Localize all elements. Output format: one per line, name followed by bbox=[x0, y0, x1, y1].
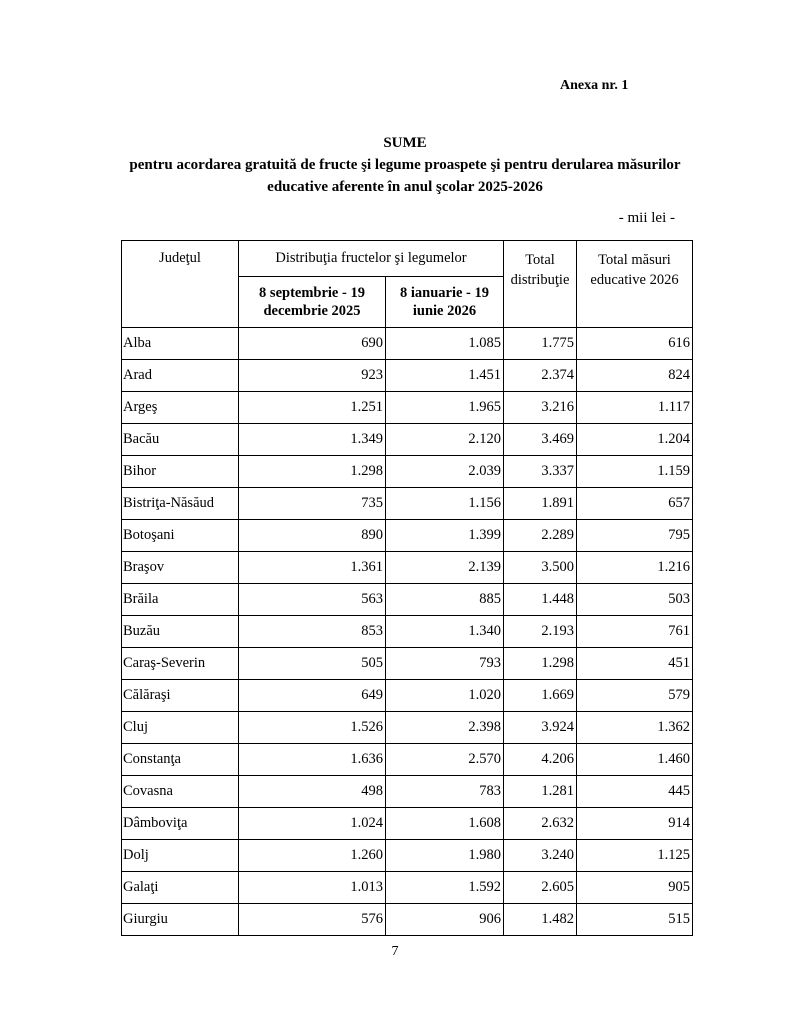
period1-cell: 505 bbox=[239, 648, 386, 680]
total-educational-cell: 1.362 bbox=[577, 712, 693, 744]
period1-cell: 1.298 bbox=[239, 456, 386, 488]
county-cell: Cluj bbox=[122, 712, 239, 744]
table-row bbox=[122, 648, 693, 680]
table-row bbox=[122, 616, 693, 648]
period2-cell: 1.592 bbox=[386, 872, 504, 904]
period1-cell: 853 bbox=[239, 616, 386, 648]
page-number: 7 bbox=[391, 944, 399, 959]
total-distribution-cell: 4.206 bbox=[504, 744, 577, 776]
total-educational-cell: 1.117 bbox=[577, 392, 693, 424]
county-cell: Dolj bbox=[122, 840, 239, 872]
period2-cell: 2.039 bbox=[386, 456, 504, 488]
county-cell: Bacău bbox=[122, 424, 239, 456]
total-distribution-cell: 3.216 bbox=[504, 392, 577, 424]
total-distribution-cell: 2.605 bbox=[504, 872, 577, 904]
total-distribution-cell: 3.500 bbox=[504, 552, 577, 584]
period1-cell: 1.013 bbox=[239, 872, 386, 904]
table-row bbox=[122, 744, 693, 776]
period2-cell: 793 bbox=[386, 648, 504, 680]
total-educational-cell: 503 bbox=[577, 584, 693, 616]
total-educational-cell: 761 bbox=[577, 616, 693, 648]
total-distribution-cell: 2.374 bbox=[504, 360, 577, 392]
header-distribution: Distribuţia fructelor şi legumelor bbox=[239, 241, 504, 277]
total-distribution-cell: 1.775 bbox=[504, 328, 577, 360]
period2-cell: 1.020 bbox=[386, 680, 504, 712]
period2-cell: 1.085 bbox=[386, 328, 504, 360]
period2-cell: 1.156 bbox=[386, 488, 504, 520]
period2-cell: 1.451 bbox=[386, 360, 504, 392]
table-row bbox=[122, 360, 693, 392]
period1-cell: 563 bbox=[239, 584, 386, 616]
header-total-distribution: Total distribuţie bbox=[504, 241, 577, 328]
title-line-1: SUME bbox=[383, 135, 427, 151]
unit-label: - mii lei - bbox=[618, 210, 675, 226]
total-educational-cell: 657 bbox=[577, 488, 693, 520]
period1-cell: 1.526 bbox=[239, 712, 386, 744]
period1-cell: 649 bbox=[239, 680, 386, 712]
total-distribution-cell: 1.891 bbox=[504, 488, 577, 520]
total-educational-cell: 905 bbox=[577, 872, 693, 904]
period2-cell: 1.980 bbox=[386, 840, 504, 872]
total-educational-cell: 579 bbox=[577, 680, 693, 712]
total-distribution-cell: 1.669 bbox=[504, 680, 577, 712]
header-period-2: 8 ianuarie - 19 iunie 2026 bbox=[386, 277, 504, 328]
total-distribution-cell: 2.632 bbox=[504, 808, 577, 840]
total-distribution-cell: 3.337 bbox=[504, 456, 577, 488]
document-title bbox=[100, 132, 710, 198]
total-educational-cell: 616 bbox=[577, 328, 693, 360]
period1-cell: 690 bbox=[239, 328, 386, 360]
county-cell: Brăila bbox=[122, 584, 239, 616]
period2-cell: 2.398 bbox=[386, 712, 504, 744]
county-cell: Giurgiu bbox=[122, 904, 239, 936]
period1-cell: 1.349 bbox=[239, 424, 386, 456]
period2-cell: 783 bbox=[386, 776, 504, 808]
period1-cell: 1.251 bbox=[239, 392, 386, 424]
county-cell: Buzău bbox=[122, 616, 239, 648]
county-cell: Arad bbox=[122, 360, 239, 392]
county-cell: Argeş bbox=[122, 392, 239, 424]
total-distribution-cell: 1.482 bbox=[504, 904, 577, 936]
period2-cell: 885 bbox=[386, 584, 504, 616]
period1-cell: 1.260 bbox=[239, 840, 386, 872]
total-educational-cell: 515 bbox=[577, 904, 693, 936]
table-row bbox=[122, 488, 693, 520]
county-cell: Galaţi bbox=[122, 872, 239, 904]
total-educational-cell: 1.460 bbox=[577, 744, 693, 776]
table-row bbox=[122, 808, 693, 840]
total-distribution-cell: 2.289 bbox=[504, 520, 577, 552]
period2-cell: 1.399 bbox=[386, 520, 504, 552]
period1-cell: 735 bbox=[239, 488, 386, 520]
county-cell: Constanţa bbox=[122, 744, 239, 776]
table-row bbox=[122, 680, 693, 712]
county-cell: Braşov bbox=[122, 552, 239, 584]
annex-label: Anexa nr. 1 bbox=[560, 78, 629, 93]
table-body bbox=[122, 328, 693, 936]
county-cell: Bihor bbox=[122, 456, 239, 488]
total-educational-cell: 1.159 bbox=[577, 456, 693, 488]
period1-cell: 576 bbox=[239, 904, 386, 936]
total-educational-cell: 445 bbox=[577, 776, 693, 808]
period2-cell: 1.608 bbox=[386, 808, 504, 840]
total-educational-cell: 795 bbox=[577, 520, 693, 552]
period1-cell: 1.636 bbox=[239, 744, 386, 776]
table-row bbox=[122, 328, 693, 360]
table-row bbox=[122, 392, 693, 424]
header-total-educational: Total măsuri educative 2026 bbox=[577, 241, 693, 328]
total-distribution-cell: 3.924 bbox=[504, 712, 577, 744]
period1-cell: 923 bbox=[239, 360, 386, 392]
total-distribution-cell: 1.281 bbox=[504, 776, 577, 808]
total-distribution-cell: 3.240 bbox=[504, 840, 577, 872]
period1-cell: 498 bbox=[239, 776, 386, 808]
total-educational-cell: 1.125 bbox=[577, 840, 693, 872]
county-cell: Călăraşi bbox=[122, 680, 239, 712]
period2-cell: 2.120 bbox=[386, 424, 504, 456]
table-row bbox=[122, 552, 693, 584]
table-row bbox=[122, 776, 693, 808]
title-line-2: pentru acordarea gratuită de fructe şi legume proaspete şi pentru derularea măsurilor bbox=[129, 157, 681, 173]
table-row bbox=[122, 840, 693, 872]
county-cell: Dâmboviţa bbox=[122, 808, 239, 840]
table-row bbox=[122, 904, 693, 936]
total-educational-cell: 1.216 bbox=[577, 552, 693, 584]
title-line-3: educative aferente în anul şcolar 2025-2026 bbox=[267, 179, 543, 195]
total-distribution-cell: 1.448 bbox=[504, 584, 577, 616]
period2-cell: 1.340 bbox=[386, 616, 504, 648]
county-cell: Caraş-Severin bbox=[122, 648, 239, 680]
header-county: Judeţul bbox=[122, 241, 239, 328]
table-row bbox=[122, 712, 693, 744]
county-cell: Alba bbox=[122, 328, 239, 360]
table-row bbox=[122, 520, 693, 552]
period2-cell: 2.139 bbox=[386, 552, 504, 584]
table-row bbox=[122, 424, 693, 456]
county-cell: Covasna bbox=[122, 776, 239, 808]
period2-cell: 906 bbox=[386, 904, 504, 936]
period1-cell: 890 bbox=[239, 520, 386, 552]
period1-cell: 1.024 bbox=[239, 808, 386, 840]
county-cell: Bistriţa-Năsăud bbox=[122, 488, 239, 520]
total-educational-cell: 914 bbox=[577, 808, 693, 840]
table-row bbox=[122, 584, 693, 616]
period2-cell: 2.570 bbox=[386, 744, 504, 776]
period2-cell: 1.965 bbox=[386, 392, 504, 424]
county-cell: Botoşani bbox=[122, 520, 239, 552]
header-period-1: 8 septembrie - 19 decembrie 2025 bbox=[239, 277, 386, 328]
total-educational-cell: 824 bbox=[577, 360, 693, 392]
total-educational-cell: 451 bbox=[577, 648, 693, 680]
total-distribution-cell: 2.193 bbox=[504, 616, 577, 648]
table-row bbox=[122, 456, 693, 488]
total-educational-cell: 1.204 bbox=[577, 424, 693, 456]
total-distribution-cell: 3.469 bbox=[504, 424, 577, 456]
period1-cell: 1.361 bbox=[239, 552, 386, 584]
sums-table bbox=[121, 240, 693, 936]
table-row bbox=[122, 872, 693, 904]
total-distribution-cell: 1.298 bbox=[504, 648, 577, 680]
